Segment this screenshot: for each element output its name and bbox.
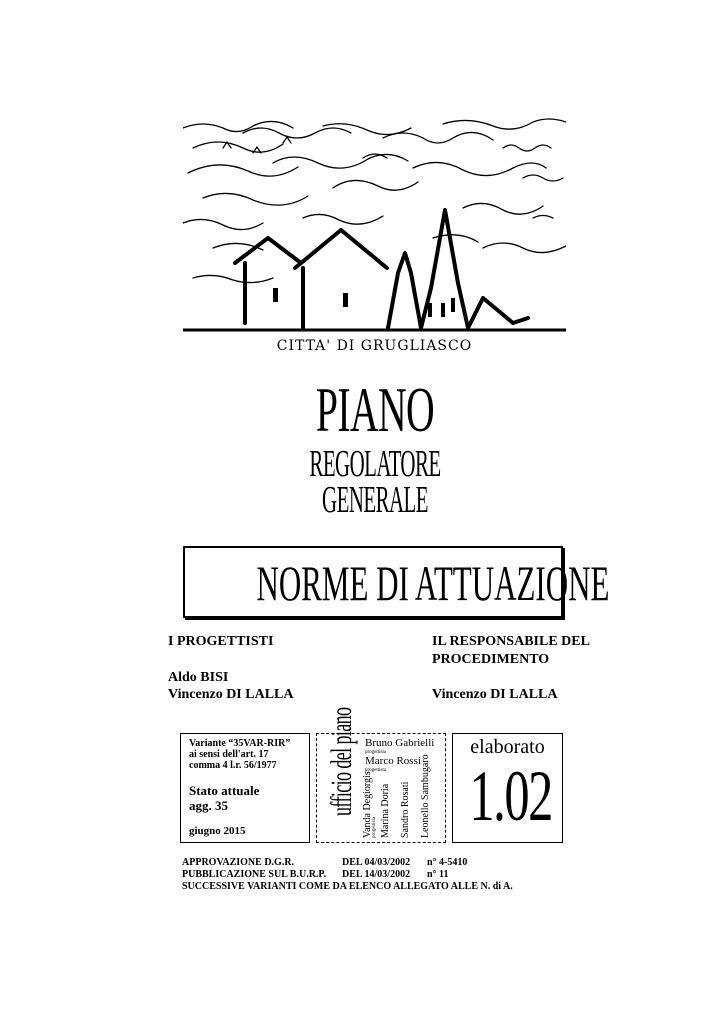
responsabile-name: Vincenzo DI LALLA: [432, 687, 558, 702]
variant-title: Variante “35VAR-RIR”: [189, 738, 291, 749]
progettista-name: Aldo BISI: [168, 670, 229, 685]
approval-date: DEL 04/03/2002: [342, 857, 411, 868]
document-type-title: NORME DI ATTUAZIONE: [256, 555, 610, 611]
elaborato-number: 1.02: [469, 756, 552, 836]
team-member: Sandro Rosati: [400, 781, 411, 838]
title-piano: PIANO: [315, 374, 435, 445]
publication-number: n° 11: [427, 869, 449, 880]
team-role: progettista: [365, 768, 387, 773]
variant-law: comma 4 l.r. 56/1977: [189, 760, 277, 771]
publication-label: PUBBLICAZIONE SUL B.U.R.P.: [182, 869, 327, 880]
variant-date: giugno 2015: [189, 825, 246, 837]
stato-label: Stato attuale: [189, 783, 260, 798]
team-member: Bruno Gabrielli: [365, 737, 435, 749]
ufficio-label: ufficio del piano: [325, 707, 358, 816]
approval-label: APPROVAZIONE D.G.R.: [182, 857, 295, 868]
elaborato-label: elaborato: [470, 736, 545, 758]
team-member: Marco Rossi: [365, 755, 421, 767]
team-member: Vanda Degiorgis: [362, 771, 373, 838]
progettista-name: Vincenzo DI LALLA: [168, 687, 294, 702]
successive-variants-note: SUCCESSIVE VARIANTI COME DA ELENCO ALLEGATO ALLE N. di A.: [182, 881, 513, 892]
title-generale: GENERALE: [322, 479, 428, 521]
variant-article: ai sensi dell'art. 17: [189, 749, 269, 760]
responsabile-heading: IL RESPONSABILE DEL: [432, 634, 590, 649]
team-member: Leonello Sambugaro: [420, 754, 431, 838]
publication-date: DEL 14/03/2002: [342, 869, 411, 880]
team-role: progettista: [365, 750, 387, 755]
city-skyline-illustration: [183, 118, 566, 336]
city-name: CITTA' DI GRUGLIASCO: [276, 338, 473, 354]
approval-number: n° 4-5410: [427, 857, 468, 868]
progettisti-heading: I PROGETTISTI: [168, 634, 274, 649]
document-type-box: [183, 546, 610, 618]
team-role: progettista: [372, 816, 377, 838]
variant-box: [180, 733, 310, 843]
responsabile-heading-cont: PROCEDIMENTO: [432, 652, 550, 667]
title-regolatore: REGOLATORE: [309, 443, 441, 485]
ufficio-del-piano-box: [316, 707, 446, 843]
agg-label: agg. 35: [189, 798, 228, 813]
team-member: Marina Doria: [380, 783, 391, 838]
elaborato-box: [452, 733, 563, 843]
